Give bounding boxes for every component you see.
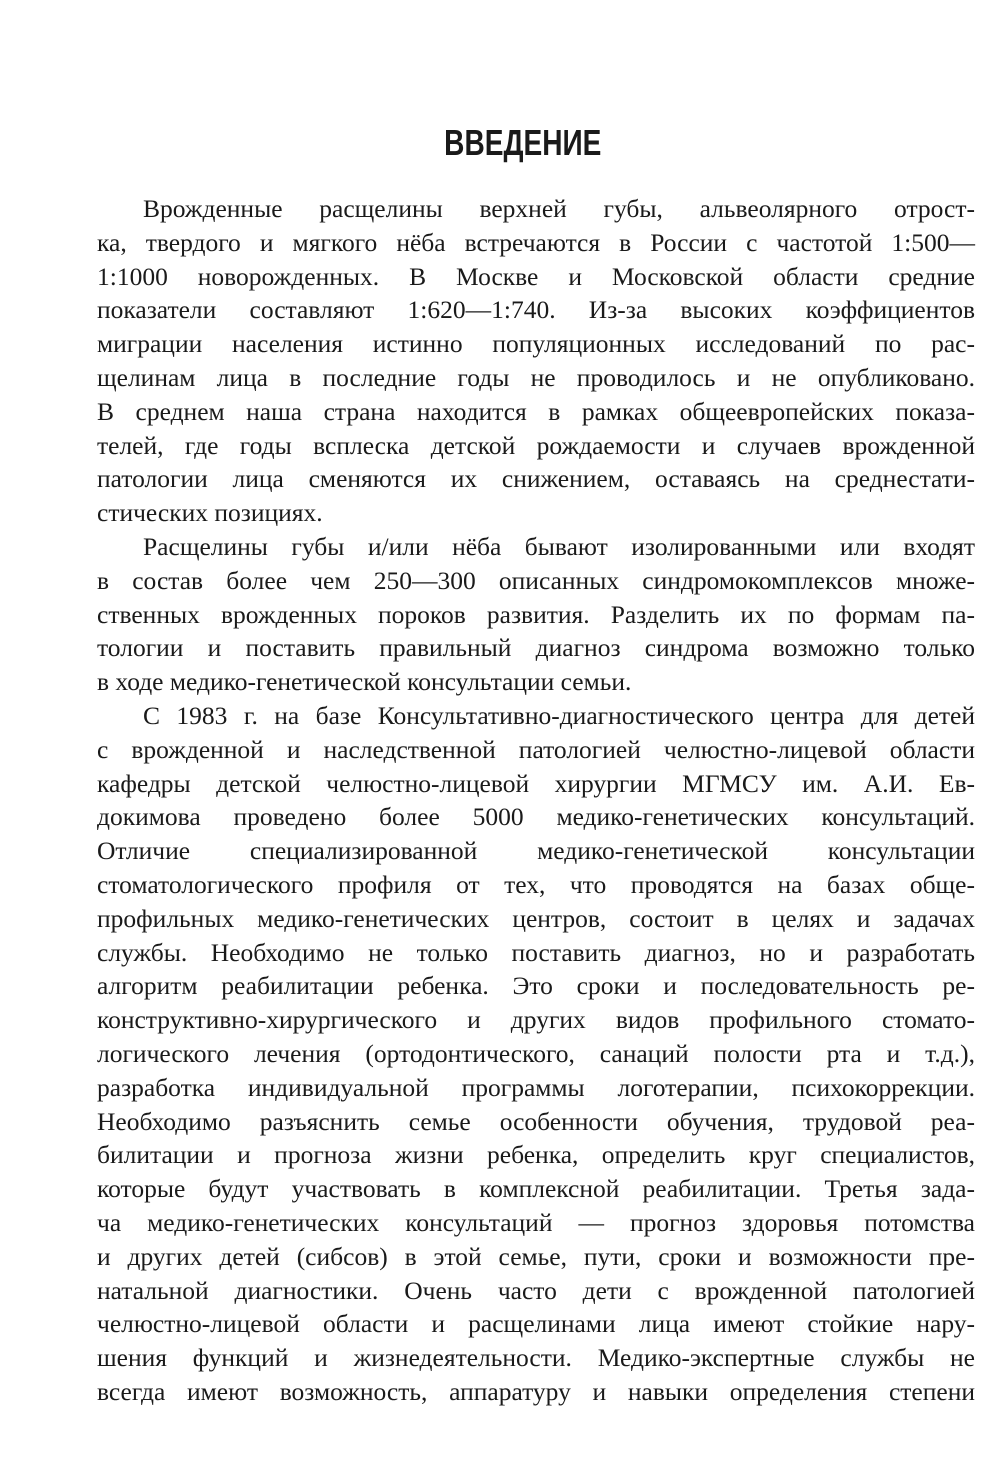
text-line: патологии лица сменяются их снижением, оставаясь на среднестати-	[97, 464, 975, 494]
text-line: телей, где годы всплеска детской рождаемости и случаев врожденной	[97, 430, 975, 460]
text-line: и других детей (сибсов) в этой семье, пути, сроки и возможности пре-	[97, 1241, 975, 1271]
text-line: челюстно-лицевой области и расщелинами лица имеют стойкие нару-	[97, 1309, 975, 1339]
text-line: ственных врожденных пороков развития. Разделить их по формам па-	[97, 599, 975, 629]
body-text	[97, 192, 975, 1409]
text-line: миграции населения истинно популяционных исследований по рас-	[97, 329, 975, 359]
text-line: кафедры детской челюстно-лицевой хирургии МГМСУ им. А.И. Ев-	[97, 768, 975, 798]
text-line: билитации и прогноза жизни ребенка, определить круг специалистов,	[97, 1140, 975, 1170]
text-line: стических позициях.	[97, 498, 323, 528]
text-line: С 1983 г. на базе Консультативно-диагностического центра для детей	[143, 700, 975, 730]
paragraph	[97, 699, 975, 1409]
paragraph	[97, 530, 975, 699]
page-title-text: ВВЕДЕНИЕ	[443, 122, 602, 163]
text-line: которые будут участвовать в комплексной реабилитации. Третья зада-	[97, 1174, 975, 1204]
text-line: алгоритм реабилитации ребенка. Это сроки и последовательность ре-	[97, 971, 975, 1001]
text-line: с врожденной и наследственной патологией челюстно-лицевой области	[97, 734, 975, 764]
text-line: разработка индивидуальной программы логотерапии, психокоррекции.	[97, 1072, 975, 1102]
text-line: щелинам лица в последние годы не проводилось и не опубликовано.	[97, 362, 975, 392]
text-line: показатели составляют 1:620—1:740. Из-за высоких коэффициентов	[97, 295, 975, 325]
text-line: стоматологического профиля от тех, что проводятся на базах обще-	[97, 869, 975, 899]
text-line: Необходимо разъяснить семье особенности обучения, трудовой реа-	[97, 1106, 975, 1136]
text-line: шения функций и жизнедеятельности. Медико-экспертные службы не	[97, 1343, 975, 1373]
text-line: натальной диагностики. Очень часто дети с врожденной патологией	[97, 1275, 975, 1305]
text-line: службы. Необходимо не только поставить диагноз, но и разработать	[97, 937, 975, 967]
text-line: докимова проведено более 5000 медико-генетических консультаций.	[97, 802, 975, 832]
text-line: ча медико-генетических консультаций — прогноз здоровья потомства	[97, 1207, 975, 1237]
page-title	[0, 122, 1000, 164]
text-line: в ходе медико-генетической консультации семьи.	[97, 667, 632, 697]
paragraph	[97, 192, 975, 530]
text-line: 1:1000 новорожденных. В Москве и Московской области средние	[97, 261, 975, 291]
text-line: логического лечения (ортодонтического, санаций полости рта и т.д.),	[97, 1038, 975, 1068]
text-line: тологии и поставить правильный диагноз синдрома возможно только	[97, 633, 975, 663]
text-line: конструктивно-хирургического и других видов профильного стомато-	[97, 1005, 975, 1035]
text-line: всегда имеют возможность, аппаратуру и навыки определения степени	[97, 1376, 975, 1406]
text-line: Отличие специализированной медико-генетической консультации	[97, 836, 975, 866]
text-line: Врожденные расщелины верхней губы, альвеолярного отрост-	[143, 194, 975, 223]
text-line: в состав более чем 250—300 описанных синдромокомплексов множе-	[97, 565, 975, 595]
text-line: профильных медико-генетических центров, состоит в целях и задачах	[97, 903, 975, 933]
text-line: В среднем наша страна находится в рамках общеевропейских показа-	[97, 396, 975, 426]
text-line: ка, твердого и мягкого нёба встречаются в России с частотой 1:500—	[97, 227, 975, 257]
text-line: Расщелины губы и/или нёба бывают изолированными или входят	[143, 531, 975, 561]
